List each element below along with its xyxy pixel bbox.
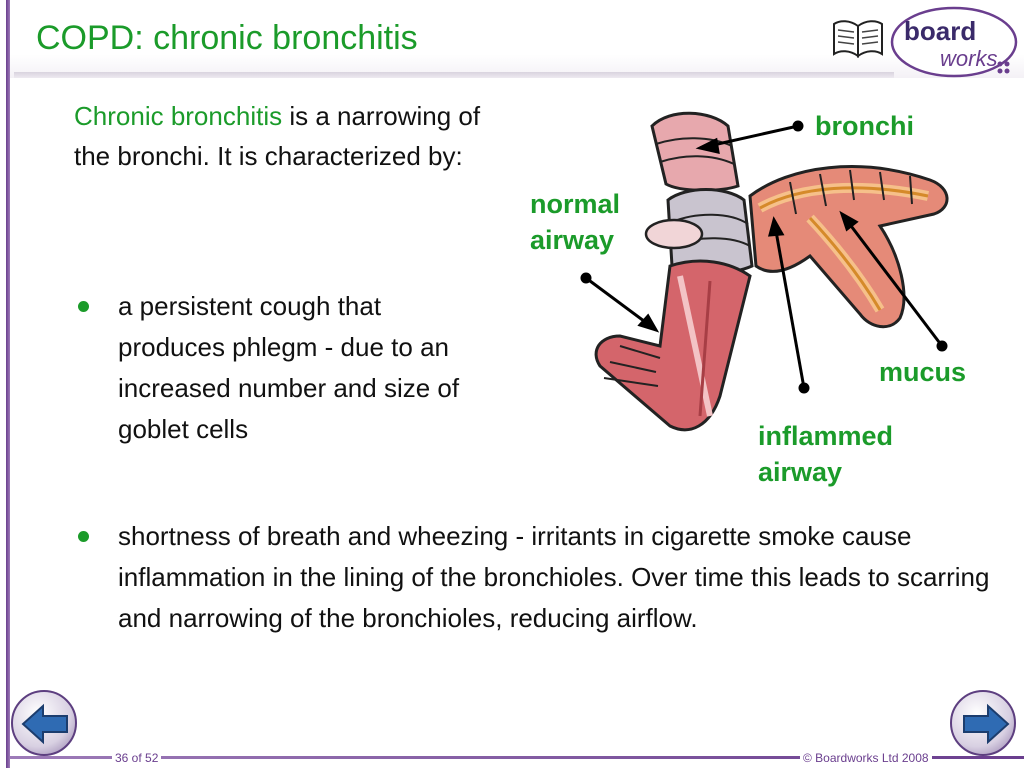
page-title: COPD: chronic bronchitis — [36, 19, 418, 57]
label-bronchi: bronchi — [815, 111, 914, 141]
intro-text: is a narrowing of the bronchi. It is characterized by: — [74, 101, 481, 171]
copyright: © Boardworks Ltd 2008 — [800, 751, 932, 765]
left-border — [6, 0, 10, 768]
bullet-dot — [78, 301, 89, 312]
label-mucus: mucus — [879, 357, 967, 387]
slide-counter: 36 of 52 — [112, 751, 161, 765]
arrow-left-icon — [19, 702, 73, 746]
arrow-right-icon — [958, 702, 1012, 746]
previous-slide-button[interactable] — [11, 690, 77, 756]
next-slide-button[interactable] — [950, 690, 1016, 756]
bullet-dot — [78, 531, 89, 542]
boardworks-logo — [890, 6, 1020, 78]
bullet-item: shortness of breath and wheezing - irritants in cigarette smoke cause inflammation in the lining of the bronchioles. Over time this leads to scarring and narrowing of the bronchioles, reducing airflow. — [118, 521, 990, 633]
intro-highlight: Chronic bronchitis — [74, 101, 283, 131]
label-normal-airway: normal airway — [530, 189, 621, 255]
book-icon — [832, 16, 884, 60]
logo-word-board: board — [904, 16, 977, 46]
bullet-item: a persistent cough that produces phlegm - due to an increased number and size of goblet cells — [118, 291, 460, 444]
intro-paragraph — [74, 96, 504, 176]
label-inflamed-airway: inflammed airway — [758, 421, 894, 487]
title-underline — [14, 72, 894, 78]
logo-word-works: works — [940, 46, 998, 71]
